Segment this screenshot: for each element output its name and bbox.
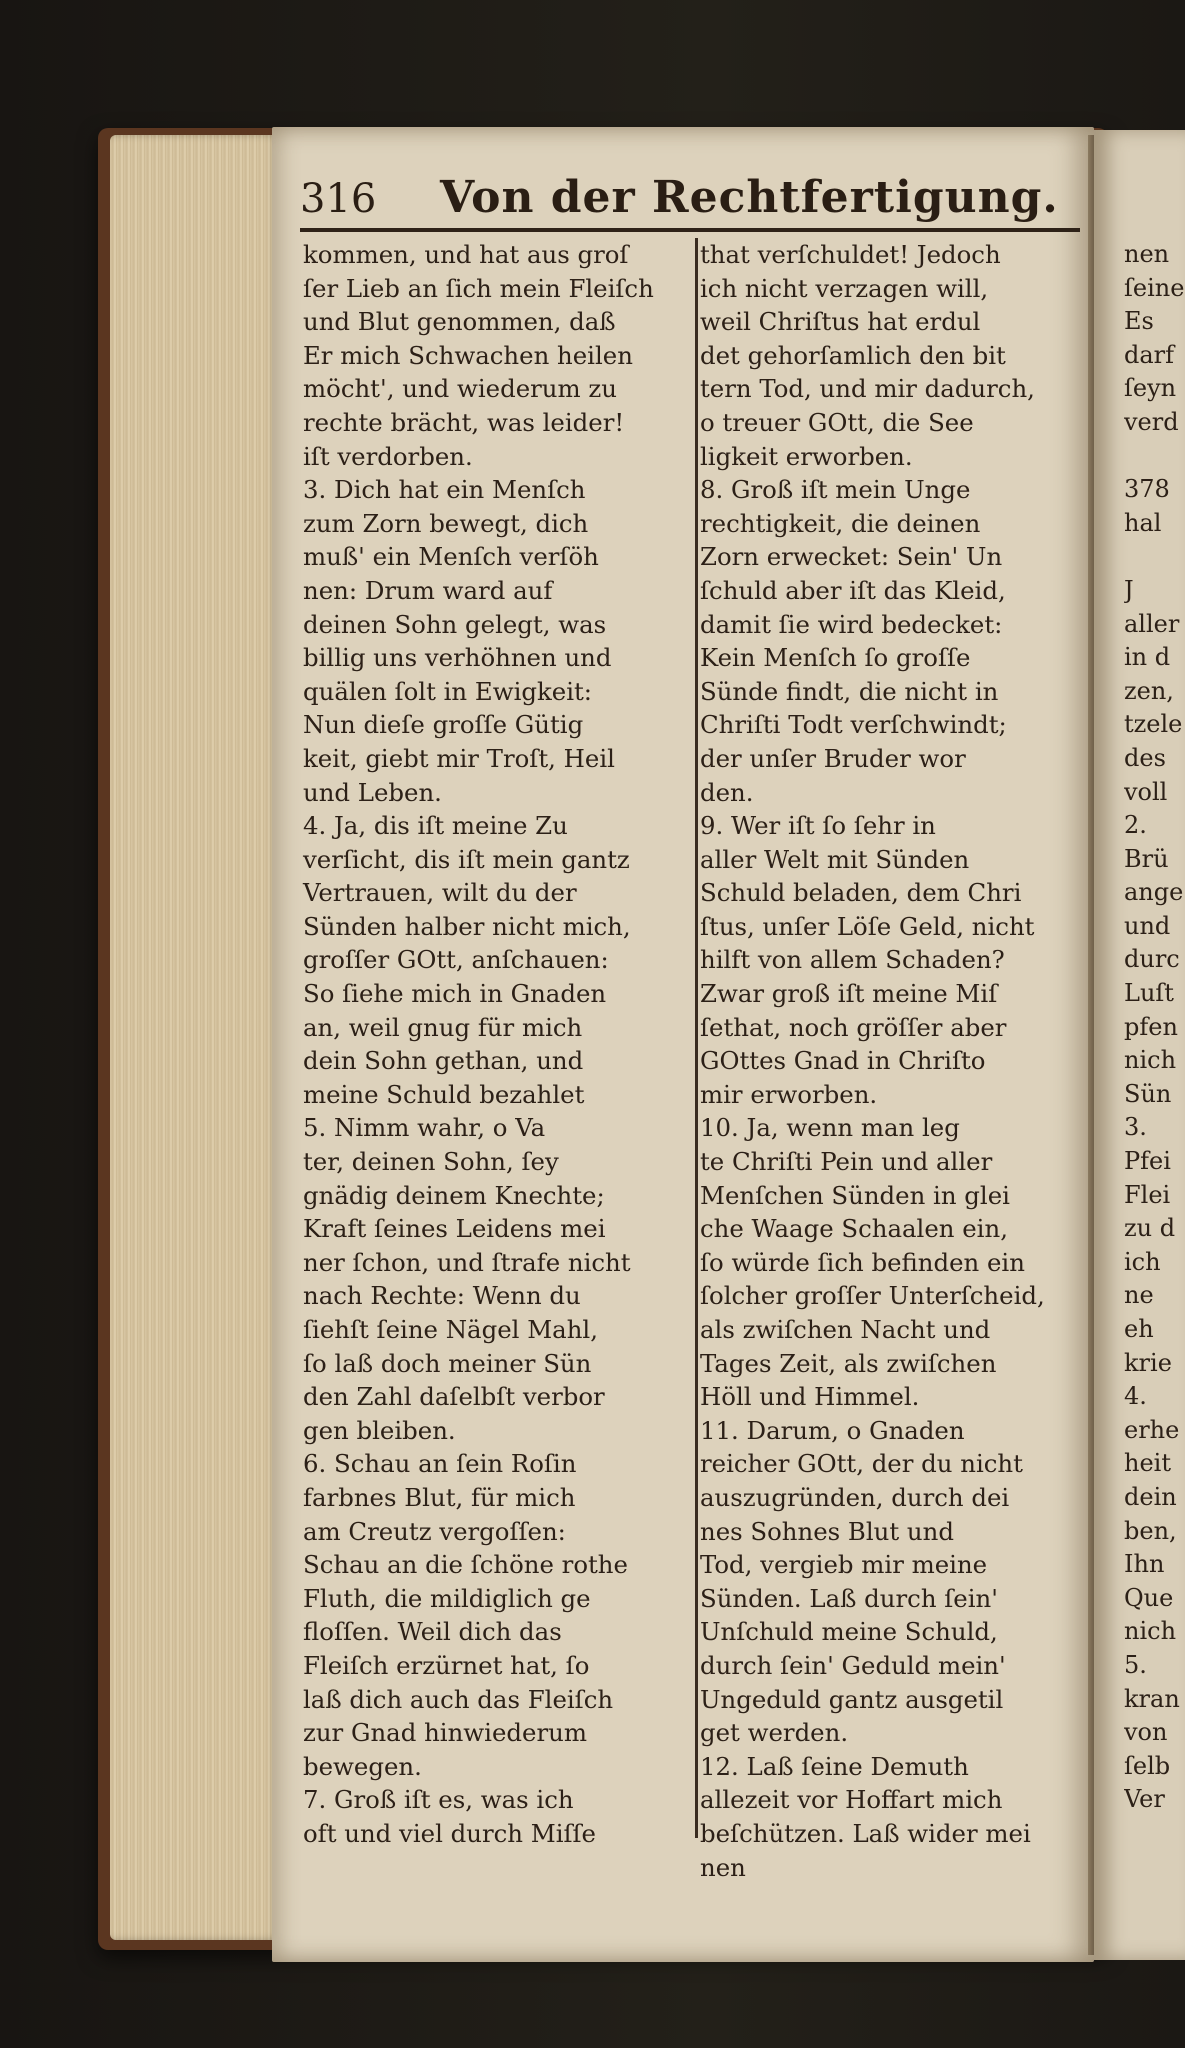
page-edges: [110, 135, 280, 1940]
facing-text-line: verd: [1124, 407, 1179, 436]
text-line: 6. Schau an ſein Roſin: [303, 1449, 577, 1479]
text-line: Zwar groß iſt meine Miſ: [700, 979, 998, 1009]
facing-text-line: kran: [1124, 1684, 1180, 1713]
text-line: am Creutz vergoſſen:: [303, 1516, 566, 1546]
text-line: Tod, vergieb mir meine: [700, 1550, 988, 1580]
text-line: nen: [700, 1852, 746, 1882]
text-line: tern Tod, und mir dadurch,: [700, 374, 1035, 404]
text-line: 5. Nimm wahr, o Va: [303, 1113, 546, 1143]
text-line: te Chriſti Pein und aller: [700, 1147, 993, 1177]
text-line: damit ſie wird bedecket:: [700, 609, 1003, 639]
text-line: o treuer GOtt, die See: [700, 407, 974, 437]
text-line: So ſiehe mich in Gnaden: [303, 979, 607, 1009]
text-line: und Blut genommen, daß: [303, 307, 616, 337]
text-line: Kein Menſch ſo groſſe: [700, 643, 971, 673]
header-rule: [300, 228, 1080, 232]
text-line: 3. Dich hat ein Menſch: [303, 475, 586, 505]
text-line: ſchuld aber iſt das Kleid,: [700, 575, 1006, 605]
text-line: Zorn erwecket: Sein' Un: [700, 542, 1003, 572]
text-line: Nun dieſe groſſe Gütig: [303, 710, 584, 740]
text-line: mir erworben.: [700, 1079, 878, 1109]
text-line: Ungeduld gantz ausgetil: [700, 1684, 1004, 1714]
facing-text-line: voll: [1124, 777, 1168, 806]
text-line: durch ſein' Geduld mein': [700, 1650, 1006, 1680]
text-line: get werden.: [700, 1718, 849, 1748]
text-line: kommen, und hat aus groſ: [303, 240, 629, 269]
text-line: ſo laß doch meiner Sün: [303, 1348, 592, 1378]
text-line: hilft von allem Schaden?: [700, 945, 1005, 975]
facing-text-line: ſeyn: [1124, 374, 1177, 403]
text-line: farbnes Blut, für mich: [303, 1482, 576, 1512]
text-line: nes Sohnes Blut und: [700, 1516, 954, 1546]
text-line: zum Zorn bewegt, dich: [303, 508, 589, 538]
text-line: ſtus, unſer Löſe Geld, nicht: [700, 911, 1035, 941]
text-line: allezeit vor Hoffart mich: [700, 1785, 1003, 1815]
left-text-column: [303, 238, 685, 1851]
text-line: Kraft ſeines Leidens mei: [303, 1214, 606, 1244]
text-line: ligkeit erworben.: [700, 441, 913, 471]
running-head: [300, 172, 1090, 234]
facing-text-line: 2.: [1124, 811, 1147, 840]
text-line: Sünden halber nicht mich,: [303, 911, 631, 941]
text-line: quälen ſolt in Ewigkeit:: [303, 676, 593, 706]
facing-text-line: eh: [1124, 1315, 1154, 1343]
text-line: det gehorſamlich den bit: [700, 340, 1006, 370]
text-line: 7. Groß iſt es, was ich: [303, 1785, 574, 1815]
text-line: rechte brächt, was leider!: [303, 407, 625, 437]
page-number: 316: [300, 176, 377, 222]
text-line: ner ſchon, und ſtrafe nicht: [303, 1247, 631, 1277]
text-line: ſethat, noch gröſſer aber: [700, 1012, 1007, 1042]
facing-text-line: in d: [1124, 643, 1171, 672]
text-line: dein Sohn gethan, und: [303, 1046, 584, 1076]
text-line: meine Schuld bezahlet: [303, 1079, 585, 1109]
facing-text-line: des: [1124, 743, 1166, 772]
text-line: floſſen. Weil dich das: [303, 1617, 562, 1647]
text-line: Er mich Schwachen heilen: [303, 340, 633, 370]
text-line: Unſchuld meine Schuld,: [700, 1617, 998, 1647]
text-line: weil Chriſtus hat erdul: [700, 307, 981, 337]
text-line: 9. Wer iſt ſo ſehr in: [700, 811, 936, 841]
facing-text-line: ange: [1124, 878, 1184, 907]
right-text-column: [700, 238, 1082, 1884]
facing-text-line: ſelb: [1124, 1751, 1171, 1780]
facing-text-line: und: [1124, 911, 1171, 940]
text-line: keit, giebt mir Troſt, Heil: [303, 743, 615, 773]
text-line: bewegen.: [303, 1751, 422, 1781]
facing-text-line: von: [1124, 1718, 1168, 1747]
facing-text-line: hal: [1124, 508, 1162, 537]
text-line: 12. Laß ſeine Demuth: [700, 1751, 969, 1781]
facing-text-line: tzele: [1124, 710, 1183, 739]
text-line: iſt verdorben.: [303, 441, 473, 471]
text-line: Sünden. Laß durch ſein': [700, 1583, 998, 1613]
facing-text-line: erhe: [1124, 1415, 1180, 1444]
text-line: Fluth, die mildiglich ge: [303, 1583, 591, 1613]
text-line: der unſer Bruder wor: [700, 743, 966, 773]
text-line: ſolcher groſſer Unterſcheid,: [700, 1281, 1045, 1311]
text-line: groſſer GOtt, anſchauen:: [303, 945, 609, 975]
facing-text-line: ne: [1124, 1281, 1154, 1310]
facing-text-line: 5.: [1124, 1650, 1147, 1679]
facing-text-line: dein: [1124, 1482, 1177, 1511]
facing-text-line: aller: [1124, 609, 1180, 638]
facing-text-line: heit: [1124, 1449, 1171, 1478]
text-line: 8. Groß iſt mein Unge: [700, 475, 971, 505]
text-line: Tages Zeit, als zwiſchen: [700, 1348, 997, 1378]
text-line: deinen Sohn gelegt, was: [303, 609, 607, 639]
facing-text-line: darf: [1124, 340, 1175, 369]
facing-text-line: 3.: [1124, 1113, 1147, 1142]
text-line: Sünde findt, die nicht in: [700, 676, 999, 706]
facing-text-line: ben,: [1124, 1516, 1177, 1545]
facing-text-line: Brü: [1124, 844, 1169, 873]
text-line: billig uns verhöhnen und: [303, 643, 612, 673]
facing-page-text-fragment: [1124, 238, 1185, 1817]
text-line: 4. Ja, dis iſt meine Zu: [303, 811, 568, 841]
text-line: Menſchen Sünden in glei: [700, 1180, 1010, 1210]
text-line: oft und viel durch Miſſe: [303, 1818, 596, 1848]
facing-text-line: nen: [1124, 240, 1170, 268]
text-line: GOttes Gnad in Chriſto: [700, 1046, 986, 1076]
text-line: als zwiſchen Nacht und: [700, 1315, 991, 1344]
text-line: aller Welt mit Sünden: [700, 844, 970, 874]
page-header-title: Von der Rechtfertigung.: [440, 172, 1059, 223]
facing-text-line: Luſt: [1124, 979, 1174, 1008]
text-line: ich nicht verzagen will,: [700, 273, 989, 303]
text-line: reicher GOtt, der du nicht: [700, 1449, 1023, 1479]
text-line: 11. Darum, o Gnaden: [700, 1415, 965, 1445]
facing-text-line: Que: [1124, 1583, 1174, 1612]
facing-text-line: zen,: [1124, 676, 1174, 705]
facing-text-line: 378: [1124, 475, 1170, 504]
facing-text-line: Flei: [1124, 1180, 1171, 1209]
facing-text-line: Sün: [1124, 1079, 1172, 1108]
facing-text-line: [1124, 540, 1185, 574]
facing-text-line: ſeine: [1124, 273, 1185, 302]
facing-text-line: 4.: [1124, 1382, 1147, 1411]
text-line: und Leben.: [303, 777, 442, 807]
facing-text-line: ich: [1124, 1247, 1161, 1276]
text-line: zur Gnad hinwiederum: [303, 1718, 587, 1748]
facing-text-line: [1124, 440, 1185, 474]
text-line: an, weil gnug für mich: [303, 1012, 583, 1042]
text-line: Chriſti Todt verſchwindt;: [700, 710, 1007, 740]
text-line: beſchützen. Laß wider mei: [700, 1818, 1031, 1848]
facing-text-line: Pfei: [1124, 1147, 1171, 1176]
facing-text-line: durc: [1124, 945, 1180, 974]
column-divider: [695, 238, 698, 1838]
text-line: rechtigkeit, die deinen: [700, 508, 981, 538]
text-line: ſer Lieb an ſich mein Fleiſch: [303, 273, 654, 303]
text-line: den.: [700, 777, 754, 807]
facing-text-line: pfen: [1124, 1012, 1178, 1041]
text-line: muß' ein Menſch verſöh: [303, 542, 599, 572]
text-line: Fleiſch erzürnet hat, ſo: [303, 1650, 590, 1680]
text-line: Schau an die ſchöne rothe: [303, 1550, 628, 1580]
text-line: ſiehſt ſeine Nägel Mahl,: [303, 1315, 598, 1344]
text-line: 10. Ja, wenn man leg: [700, 1113, 960, 1143]
text-line: che Waage Schaalen ein,: [700, 1214, 1008, 1244]
facing-text-line: zu d: [1124, 1214, 1176, 1243]
text-line: nach Rechte: Wenn du: [303, 1281, 581, 1311]
facing-text-line: J: [1124, 575, 1134, 604]
facing-text-line: krie: [1124, 1348, 1172, 1377]
text-line: auszugründen, durch dei: [700, 1482, 1010, 1512]
text-line: gen bleiben.: [303, 1415, 456, 1445]
facing-text-line: nich: [1124, 1617, 1177, 1646]
text-line: ſo würde ſich befinden ein: [700, 1247, 1025, 1277]
text-line: verſicht, dis iſt mein gantz: [303, 844, 630, 874]
facing-text-line: Ver: [1124, 1785, 1165, 1814]
text-line: den Zahl daſelbſt verbor: [303, 1382, 605, 1412]
text-line: nen: Drum ward auf: [303, 575, 553, 605]
facing-text-line: Es: [1124, 307, 1154, 336]
text-line: ter, deinen Sohn, ſey: [303, 1147, 559, 1177]
text-line: möcht', und wiederum zu: [303, 374, 617, 404]
facing-text-line: Ihn: [1124, 1550, 1165, 1579]
text-line: that verſchuldet! Jedoch: [700, 240, 1001, 269]
text-line: Schuld beladen, dem Chri: [700, 878, 1022, 908]
text-line: gnädig deinem Knechte;: [303, 1180, 605, 1210]
facing-text-line: nich: [1124, 1046, 1177, 1075]
text-line: Höll und Himmel.: [700, 1382, 920, 1412]
text-line: laß dich auch das Fleiſch: [303, 1684, 614, 1714]
text-line: Vertrauen, wilt du der: [303, 878, 577, 908]
